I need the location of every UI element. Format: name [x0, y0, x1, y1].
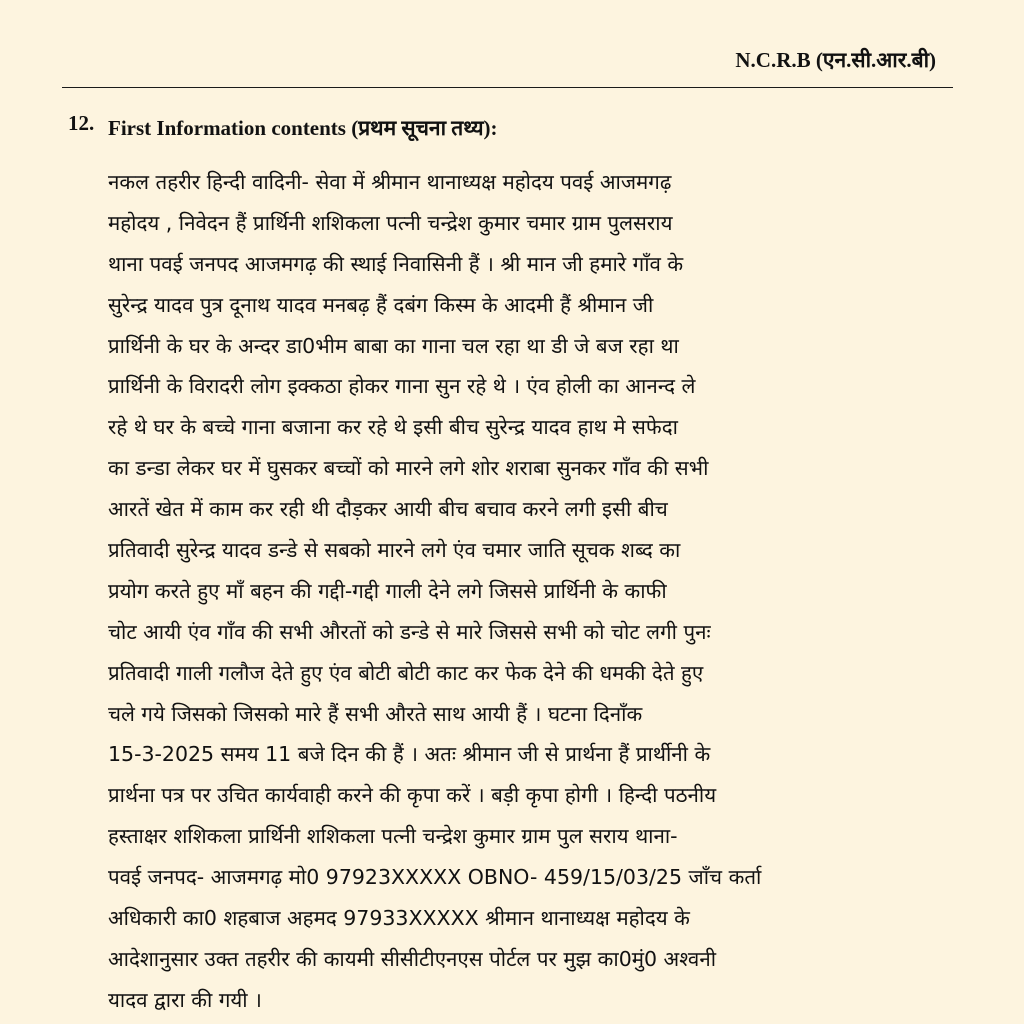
body-line: 15-3-2025 समय 11 बजे दिन की हैं । अतः श्रीमान जी से प्रार्थना हैं प्रार्थीनी के — [108, 742, 711, 767]
body-line: का डन्डा लेकर घर में घुसकर बच्चों को मारने लगे शोर शराबा सुनकर गाँव की सभी — [108, 456, 709, 481]
body-line: महोदय , निवेदन हैं प्रार्थिनी शशिकला पत्नी चन्द्रेश कुमार चमार ग्राम पुलसराय — [108, 210, 673, 235]
body-line: थाना पवई जनपद आजमगढ़ की स्थाई निवासिनी हैं । श्री मान जी हमारे गाँव के — [108, 251, 684, 276]
section-number: 12. — [68, 111, 95, 135]
body-line: नकल तहरीर हिन्दी वादिनी- सेवा में श्रीमान थानाध्यक्ष महोदय पवई आजमगढ़ — [108, 170, 672, 194]
body-line: चोट आयी एंव गाँव की सभी औरतों को डन्डे से मारे जिससे सभी को चोट लगी पुनः — [108, 619, 711, 644]
body-line: पवई जनपद- आजमगढ़ मो0 97923XXXXX OBNO- 459/15/03/25 जाँच कर्ता — [108, 865, 762, 890]
body-line: प्रार्थना पत्र पर उचित कार्यवाही करने की कृपा करें । बड़ी कृपा होगी । हिन्दी पठनीय — [108, 783, 717, 808]
section-title: First Information contents (प्रथम सूचना तथ्य): — [108, 116, 498, 140]
body-line: प्रार्थिनी के घर के अन्दर डा0भीम बाबा का गाना चल रहा था डी जे बज रहा था — [108, 333, 679, 358]
body-line: आदेशानुसार उक्त तहरीर की कायमी सीसीटीएनएस पोर्टल पर मुझ का0मुं0 अश्वनी — [108, 946, 717, 971]
body-line: प्रतिवादी सुरेन्द्र यादव डन्डे से सबको मारने लगे एंव चमार जाति सूचक शब्द का — [108, 538, 681, 563]
body-line: प्रयोग करते हुए माँ बहन की गद्दी-गद्दी गाली देने लगे जिससे प्रार्थिनी के काफी — [108, 578, 667, 603]
body-line: प्रतिवादी गाली गलौज देते हुए एंव बोटी बोटी काट कर फेक देने की धमकी देते हुए — [108, 660, 704, 685]
body-line: अधिकारी का0 शहबाज अहमद 97933XXXXX श्रीमान थानाध्यक्ष महोदय के — [108, 906, 690, 931]
body-line: प्रार्थिनी के विरादरी लोग इक्कठा होकर गाना सुन रहे थे । एंव होली का आनन्द ले — [108, 374, 696, 399]
body-line: चले गये जिसको जिसको मारे हैं सभी औरते साथ आयी हैं । घटना दिनाँक — [108, 701, 643, 726]
body-line: सुरेन्द्र यादव पुत्र दूनाथ यादव मनबढ़ हैं दबंग किस्म के आदमी हैं श्रीमान जी — [108, 292, 654, 317]
body-line: हस्ताक्षर शशिकला प्रार्थिनी शशिकला पत्नी चन्द्रेश कुमार ग्राम पुल सराय थाना- — [108, 824, 678, 849]
body-text — [108, 162, 968, 1021]
header-divider — [62, 87, 953, 88]
header-title: N.C.R.B (एन.सी.आर.बी) — [735, 48, 936, 72]
body-line: आरतें खेत में काम कर रही थी दौड़कर आयी बीच बचाव करने लगी इसी बीच — [108, 497, 668, 522]
body-line: यादव द्वारा की गयी । — [108, 987, 262, 1012]
body-line: रहे थे घर के बच्चे गाना बजाना कर रहे थे इसी बीच सुरेन्द्र यादव हाथ मे सफेदा — [108, 415, 678, 440]
